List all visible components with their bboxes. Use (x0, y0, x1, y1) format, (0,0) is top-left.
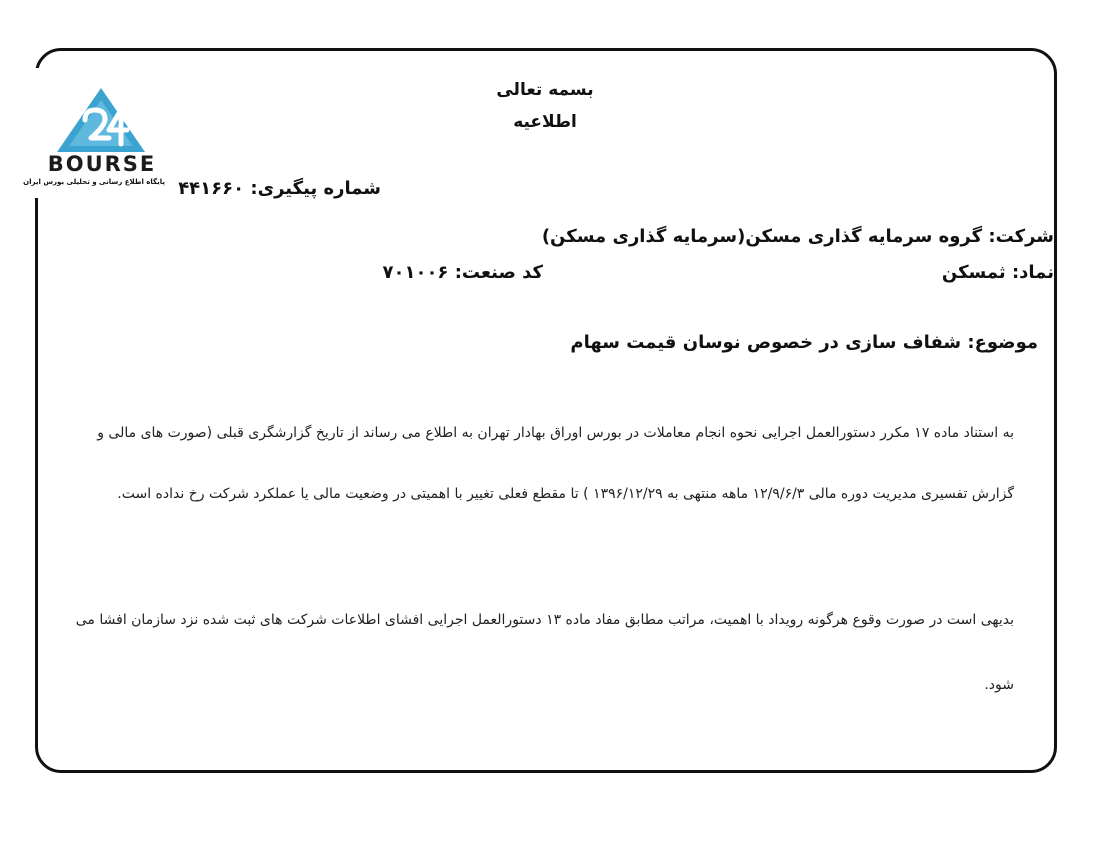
body-paragraph-2-line-1: بدیهی است در صورت وقوع هرگونه رویداد با اهمیت، مراتب مطابق مفاد ماده ۱۳ دستورالعمل اجرایی افشای اطلاعات شرکت های ثبت شده نزد سازمان افشا می (75, 612, 1014, 628)
company-line (542, 226, 1054, 247)
bourse24-logo (23, 68, 167, 198)
tracking-number (178, 178, 381, 199)
industry-value: ۷۰۱۰۰۶ (382, 262, 449, 283)
subject-label: موضوع: (967, 332, 1038, 353)
symbol-label: نماد: (1011, 262, 1054, 283)
body-paragraph-2-line-2: شود. (984, 677, 1014, 693)
symbol-value: ثمسکن (941, 262, 1006, 283)
logo-brand-text: BOURSE (47, 152, 157, 176)
body-paragraph-1-line-2: گزارش تفسیری مدیریت دوره مالی ۱۲/۹/۶/۳ ماهه منتهی به ۱۳۹۶/۱۲/۲۹ ) تا مقطع فعلی تغییر با اهمیتی در وضعیت مالی یا عملکرد شرکت رخ نداده است. (117, 486, 1014, 502)
tracking-value: ۴۴۱۶۶۰ (178, 178, 245, 199)
tracking-label: شماره پیگیری: (250, 178, 381, 199)
subject-line (570, 332, 1038, 353)
industry-label: کد صنعت: (454, 262, 543, 283)
company-label: شرکت: (988, 226, 1054, 247)
industry-code-line (383, 262, 544, 283)
symbol-line (942, 262, 1054, 283)
logo-tagline: پایگاه اطلاع رسانی و تحلیلی بورس ایران (23, 178, 165, 186)
subject-value: شفاف سازی در خصوص نوسان قیمت سهام (570, 332, 962, 353)
body-paragraph-1-line-1: به استناد ماده ۱۷ مکرر دستورالعمل اجرایی نحوه انجام معاملات در بورس اوراق بهادار تهران به اطلاع می رساند از تاریخ گزارشگری قبلی (صورت های مالی و (97, 425, 1014, 441)
page-title: اطلاعیه (513, 112, 577, 132)
invocation-heading: بسمه تعالی (496, 80, 594, 100)
company-value: گروه سرمایه گذاری مسکن(سرمایه گذاری مسکن) (541, 226, 983, 247)
document-frame (23, 48, 1057, 773)
logo-triangle-icon (55, 86, 147, 154)
